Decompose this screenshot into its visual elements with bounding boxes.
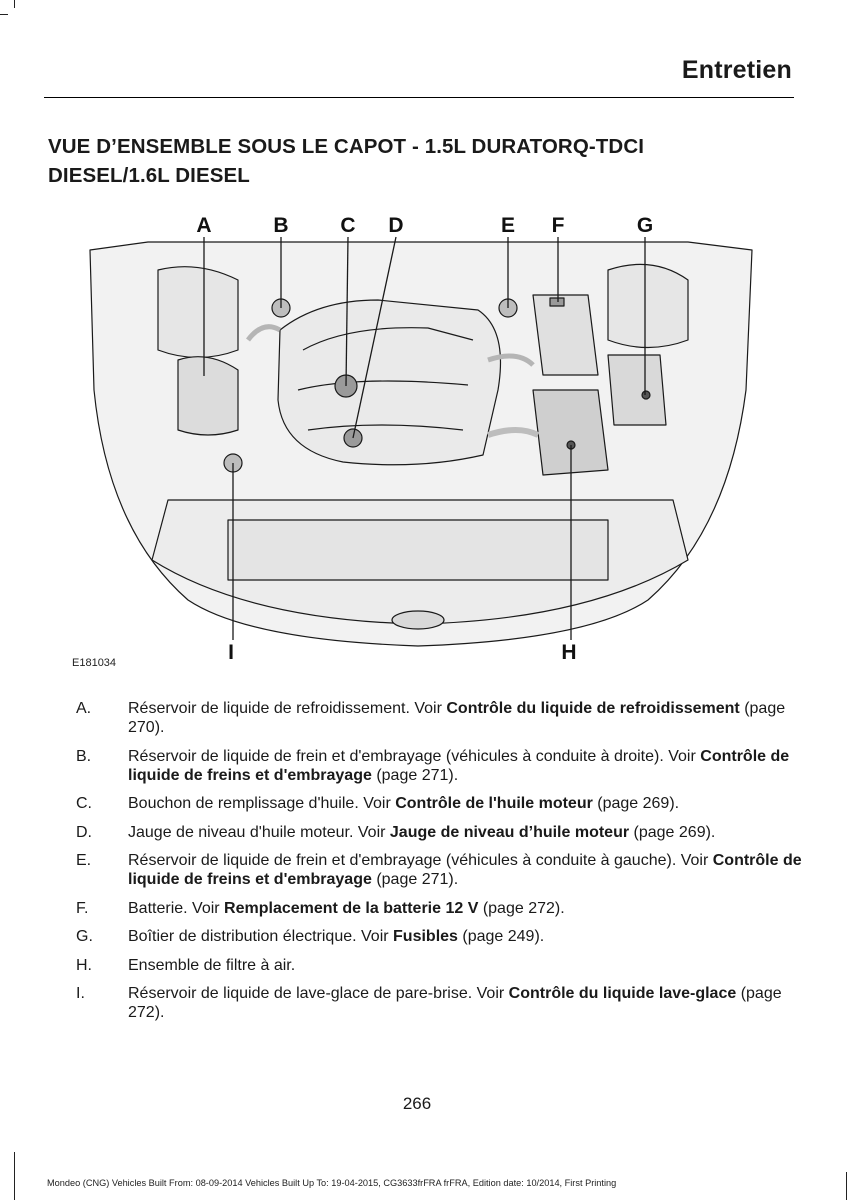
legend-key: H. xyxy=(76,956,92,974)
legend-text: Réservoir de liquide de refroidissement. Voir xyxy=(128,700,447,717)
engine-cover xyxy=(278,300,501,465)
callout-h: H xyxy=(561,641,577,664)
left-strut-tower xyxy=(158,267,238,358)
legend-key: A. xyxy=(76,700,92,717)
legend-reference[interactable]: Contrôle de l'huile moteur xyxy=(395,795,593,812)
callout-d: D xyxy=(388,214,404,237)
legend-reference[interactable]: Remplacement de la batterie 12 V xyxy=(224,899,479,917)
crop-mark xyxy=(0,14,8,15)
legend-item xyxy=(48,699,808,737)
legend-list xyxy=(48,699,808,1032)
footer-edition-info: Mondeo (CNG) Vehicles Built From: 08-09-2014 Vehicles Built Up To: 19-04-2015, CG3633frFRA frFRA, Edition date: 10/2014, First Printing xyxy=(47,1178,617,1188)
legend-reference[interactable]: Fusibles xyxy=(393,928,458,945)
legend-reference[interactable]: Contrôle de liquide de freins et d'embrayage xyxy=(128,747,790,784)
legend-key: B. xyxy=(76,747,92,765)
legend-reference[interactable]: Jauge de niveau d’huile moteur xyxy=(389,823,630,841)
section-title-line: DIESEL/1.6L DIESEL xyxy=(48,164,250,187)
page-header-title: Entretien xyxy=(681,56,792,84)
legend-text: Ensemble de filtre à air. xyxy=(128,956,296,974)
callout-b: B xyxy=(273,214,289,237)
legend-reference[interactable]: Contrôle du liquide de refroidissement xyxy=(446,700,740,717)
legend-page-ref: (page 249). xyxy=(457,928,545,945)
legend-text: Jauge de niveau d'huile moteur. Voir xyxy=(128,823,390,841)
legend-key: F. xyxy=(76,899,89,917)
legend-page-ref: (page 269). xyxy=(629,823,716,841)
battery xyxy=(533,295,598,375)
legend-key: E. xyxy=(76,852,92,869)
legend-page-ref: (page 269). xyxy=(592,795,680,812)
legend-key: G. xyxy=(76,928,93,945)
page-number: 266 xyxy=(402,1094,432,1113)
callout-i: I xyxy=(228,641,234,664)
legend-text: Bouchon de remplissage d'huile. Voir xyxy=(128,795,396,812)
legend-text: Réservoir de liquide de frein et d'embrayage (véhicules à conduite à droite). Voir xyxy=(128,747,701,765)
legend-page-ref: (page 272). xyxy=(128,985,782,1021)
callout-a: A xyxy=(196,214,212,237)
crop-mark xyxy=(14,0,15,8)
brand-emblem xyxy=(392,611,444,629)
legend-text: Réservoir de liquide de frein et d'embrayage (véhicules à conduite à gauche). Voir xyxy=(128,852,713,869)
section-title xyxy=(48,132,808,190)
legend-text: Batterie. Voir xyxy=(128,899,225,917)
legend-reference[interactable]: Contrôle de liquide de freins et d'embrayage xyxy=(128,852,802,888)
engine-bay-illustration xyxy=(88,200,753,664)
callout-e: E xyxy=(500,214,516,237)
legend-key: I. xyxy=(76,985,85,1002)
legend-text: Réservoir de liquide de lave-glace de pare-brise. Voir xyxy=(128,985,509,1002)
fuse-box xyxy=(608,355,666,425)
legend-item xyxy=(48,927,808,946)
legend-key: D. xyxy=(76,823,92,841)
legend-page-ref: (page 271). xyxy=(371,871,459,888)
legend-page-ref: (page 271). xyxy=(371,766,459,784)
legend-item xyxy=(48,851,808,889)
figure-id: E181034 xyxy=(72,657,117,669)
legend-reference[interactable]: Contrôle du liquide lave-glace xyxy=(508,985,737,1002)
callout-c: C xyxy=(340,214,356,237)
header-divider xyxy=(44,97,794,98)
legend-item xyxy=(48,747,808,785)
section-title-line: VUE D’ENSEMBLE SOUS LE CAPOT - 1.5L DURATORQ-TDCI xyxy=(48,135,645,158)
legend-text: Boîtier de distribution électrique. Voir xyxy=(128,928,394,945)
legend-item xyxy=(48,823,808,842)
crop-mark xyxy=(846,1172,847,1200)
legend-item xyxy=(48,984,808,1022)
crop-mark xyxy=(14,1152,15,1200)
legend-item xyxy=(48,956,808,975)
legend-item xyxy=(48,899,808,918)
right-strut-tower xyxy=(608,264,688,347)
legend-key: C. xyxy=(76,795,92,812)
callout-g: G xyxy=(636,214,654,237)
legend-page-ref: (page 270). xyxy=(128,700,786,736)
callout-f: F xyxy=(551,214,565,237)
legend-page-ref: (page 272). xyxy=(478,899,565,917)
legend-item xyxy=(48,794,808,813)
